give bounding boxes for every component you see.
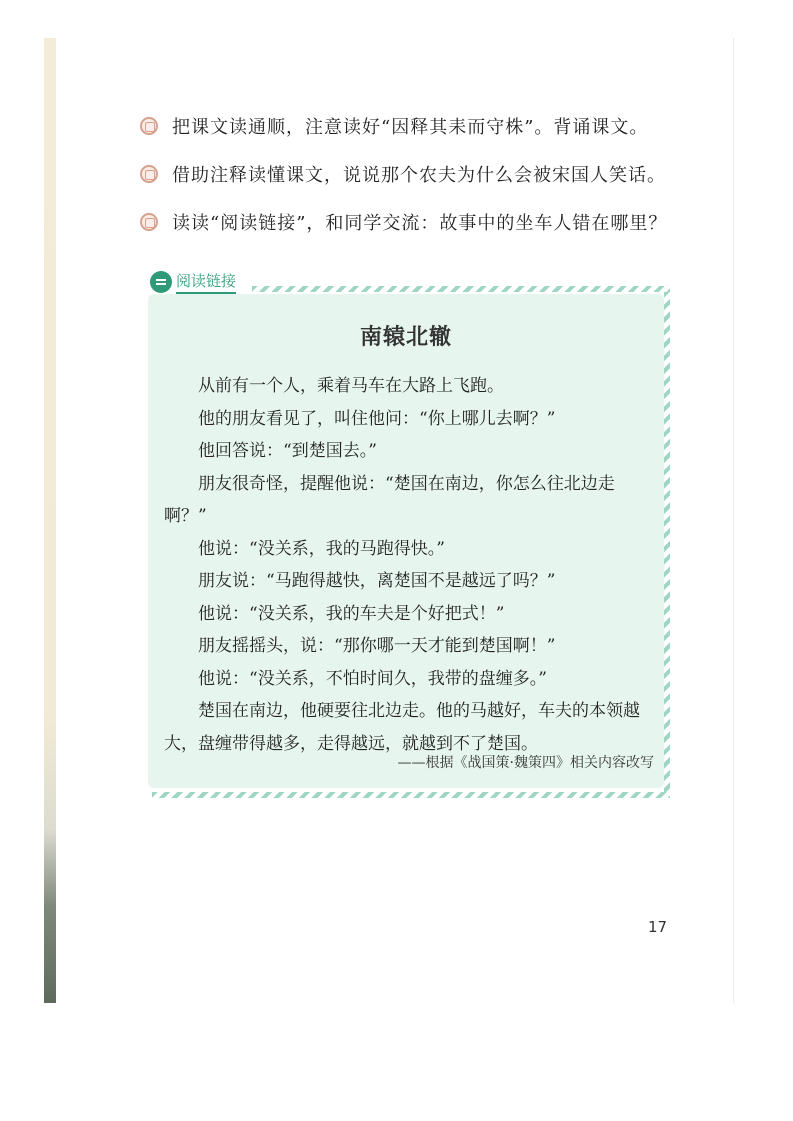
story-paragraph: 他回答说：“到楚国去。” <box>198 441 377 461</box>
seal-icon <box>140 117 158 135</box>
exercise-item <box>140 160 667 188</box>
reading-link-header <box>150 270 236 294</box>
story-paragraph: 他说：“没关系，我的马跑得快。” <box>198 538 445 559</box>
exercise-item <box>140 112 667 140</box>
seal-icon <box>140 165 158 183</box>
seal-icon <box>140 213 158 231</box>
reading-link-label: 阅读链接 <box>176 270 236 294</box>
dashed-border-right <box>664 292 670 794</box>
exercise-list <box>140 112 667 256</box>
story-paragraph: 从前有一个人，乘着马车在大路上飞跑。 <box>198 376 504 396</box>
page-number: 17 <box>648 918 668 936</box>
exercise-item <box>140 208 667 236</box>
exercise-text: 把课文读通顺，注意读好“因释其耒而守株”。背诵课文。 <box>172 117 649 138</box>
exercise-text: 借助注释读懂课文，说说那个农夫为什么会被宋国人笑话。 <box>172 165 666 186</box>
story-title: 南辕北辙 <box>359 325 452 350</box>
story-paragraph: 楚国在南边，他硬要往北边走。他的马越好，车夫的本领越大，盘缠带得越多，走得越远，就越到不了楚国。 <box>164 701 640 754</box>
dashed-border-bottom <box>152 792 670 798</box>
exercise-text: 读读“阅读链接”，和同学交流：故事中的坐车人错在哪里？ <box>172 213 668 234</box>
story-paragraph: 朋友很奇怪，提醒他说：“楚国在南边，你怎么往北边走啊？” <box>164 473 615 526</box>
story-paragraph: 朋友摇摇头，说：“那你哪一天才能到楚国啊！” <box>198 636 556 656</box>
story-paragraph: 他说：“没关系，我的车夫是个好把式！” <box>198 603 505 624</box>
story-paragraph: 他说：“没关系，不怕时间久，我带的盘缠多。” <box>198 668 547 689</box>
decorative-side-strip <box>44 38 56 1003</box>
book-icon <box>150 271 172 293</box>
dashed-border-top <box>252 286 670 292</box>
story-paragraph: 朋友说：“马跑得越快，离楚国不是越远了吗？” <box>198 571 556 591</box>
story-body <box>164 370 654 760</box>
story-source: ——根据《战国策·魏策四》相关内容改写 <box>397 755 654 771</box>
story-paragraph: 他的朋友看见了，叫住他问：“你上哪儿去啊？” <box>198 408 556 429</box>
page-edge-line <box>733 38 734 1003</box>
